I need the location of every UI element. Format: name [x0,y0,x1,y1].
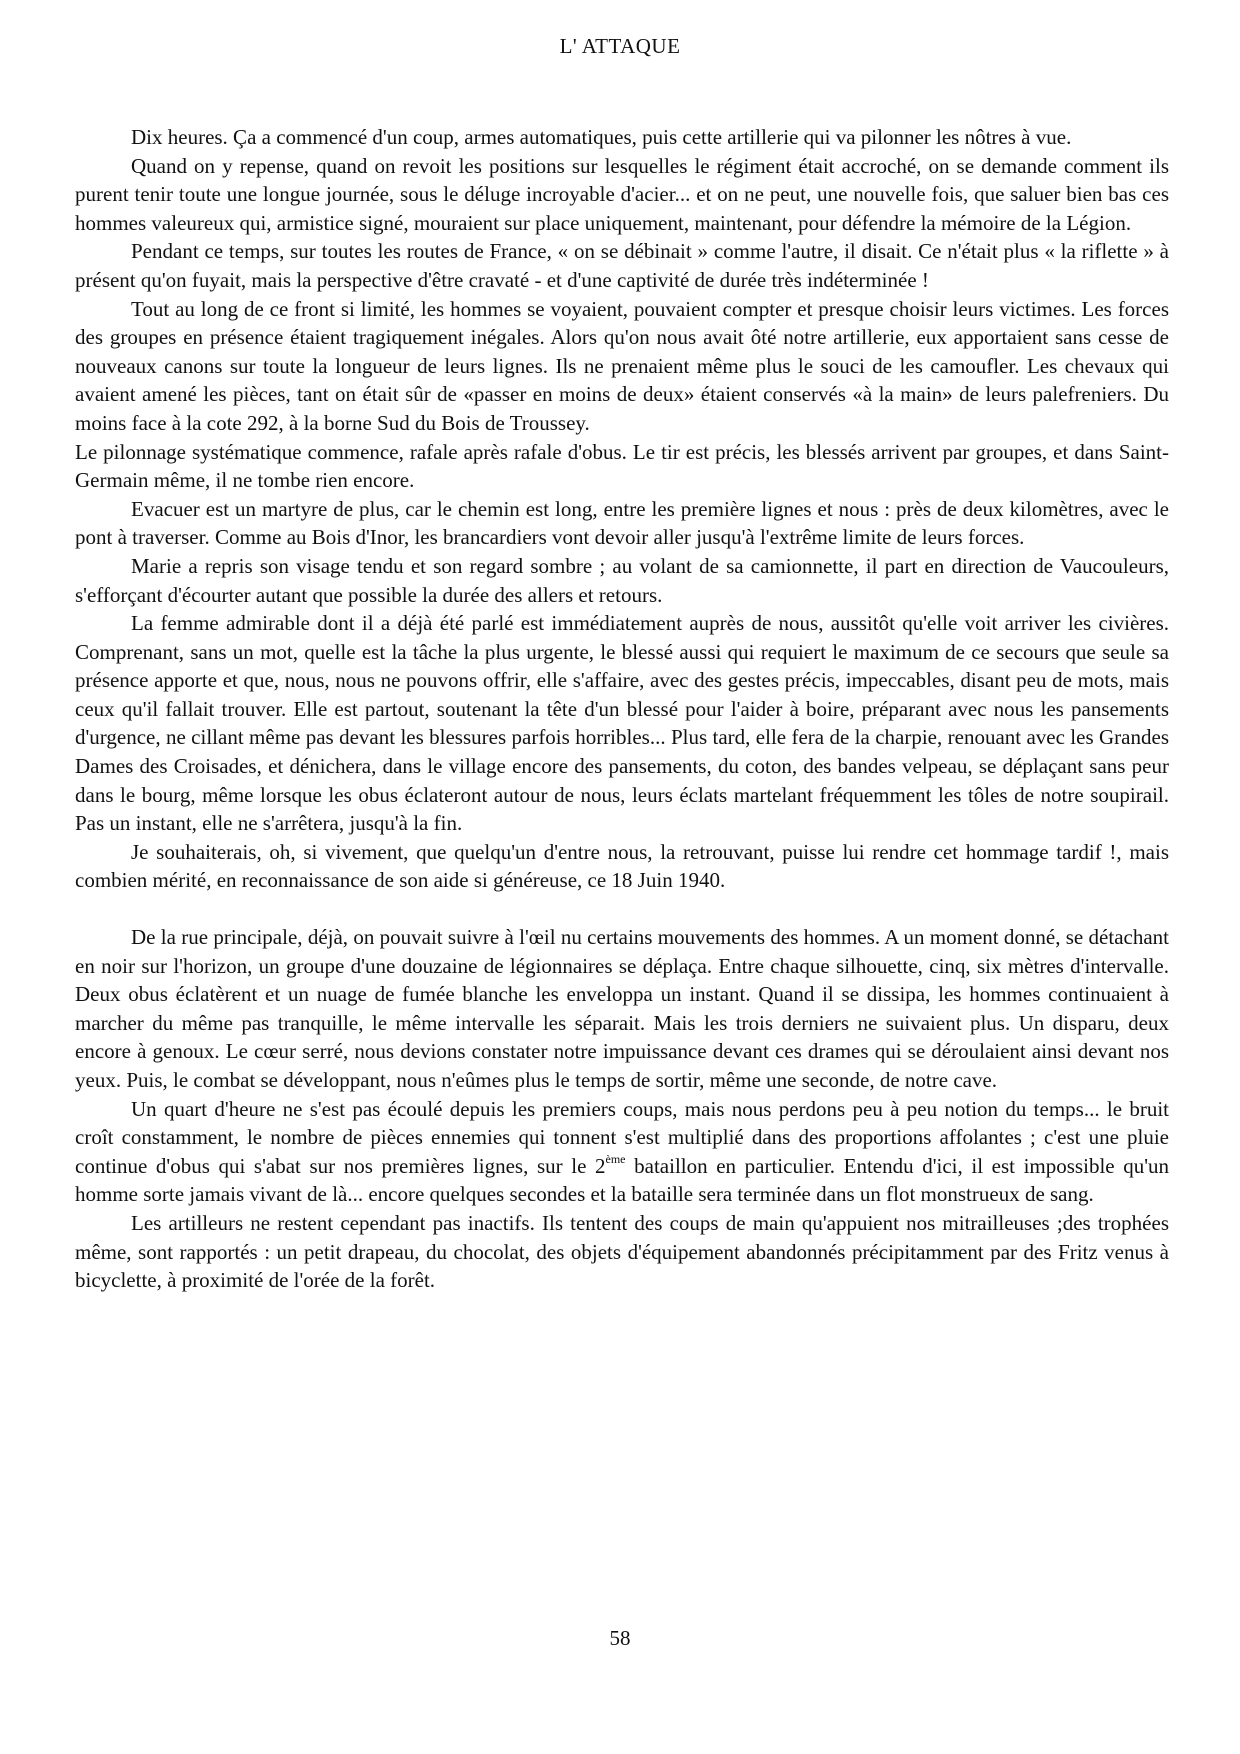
paragraph: Le pilonnage systématique commence, rafale après rafale d'obus. Le tir est précis, les blessés arrivent par groupes, et dans Saint-Germain même, il ne tombe rien encore. [75,439,1169,493]
paragraph: Tout au long de ce front si limité, les hommes se voyaient, pouvaient compter et presque choisir leurs victimes. Les forces des groupes en présence étaient tragiquement inégales. Alors qu'on nous avait ôté notre artillerie, eux apportaient sans cesse de nouveaux canons sur toute la longueur de leurs lignes. Ils ne prenaient même plus le souci de les camoufler. Les chevaux qui avaient amené les pièces, tant on était sûr de «passer en moins de deux» étaient conservés «à la main» de leurs palefreniers. Du moins face à la cote 292, à la borne Sud du Bois de Troussey. [75,296,1169,435]
paragraph: Evacuer est un martyre de plus, car le chemin est long, entre les première lignes et nous : près de deux kilomètres, avec le pont à traverser. Comme au Bois d'Inor, les brancardiers vont devoir aller jusqu'à l'extrême limite de leurs forces. [75,496,1169,550]
page-title: L' ATTAQUE [559,34,681,58]
superscript: ème [605,1151,626,1166]
paragraph: Je souhaiterais, oh, si vivement, que quelqu'un d'entre nous, la retrouvant, puisse lui rendre cet hommage tardif !, mais combien mérité, en reconnaissance de son aide si généreuse, ce 18 Juin 1940. [75,839,1169,893]
paragraph: Marie a repris son visage tendu et son regard sombre ; au volant de sa camionnette, il part en direction de Vaucouleurs, s'efforçant d'écourter autant que possible la durée des allers et retours. [75,553,1169,607]
paragraph: Dix heures. Ça a commencé d'un coup, armes automatiques, puis cette artillerie qui va pilonner les nôtres à vue. [131,125,1072,149]
paragraph: De la rue principale, déjà, on pouvait suivre à l'œil nu certains mouvements des hommes. A un moment donné, se détachant en noir sur l'horizon, un groupe d'une douzaine de légionnaires se déplaça. Entre chaque silhouette, cinq, six mètres d'intervalle. Deux obus éclatèrent et un nuage de fumée blanche les enveloppa un instant. Quand il se dissipa, les hommes continuaient à marcher du même pas tranquille, le même intervalle les séparait. Mais les trois derniers ne suivaient plus. Un disparu, deux encore à genoux. Le cœur serré, nous devions constater notre impuissance devant ces drames qui se déroulaient ainsi devant nos yeux. Puis, le combat se développant, nous n'eûmes plus le temps de sortir, même une seconde, de notre cave. [75,925,1169,1092]
paragraph: Quand on y repense, quand on revoit les positions sur lesquelles le régiment était accroché, on se demande comment ils purent tenir toute une longue journée, sous le déluge incroyable d'acier... et on ne peut, une nouvelle fois, que saluer bien bas ces hommes valeureux qui, armistice signé, mouraient sur place uniquement, maintenant, pour défendre la mémoire de la Légion. [75,153,1169,235]
paragraph: Les artilleurs ne restent cependant pas inactifs. Ils tentent des coups de main qu'appuient nos mitrailleuses ;des trophées même, sont rapportés : un petit drapeau, du chocolat, des objets d'équipement abandonnés précipitamment par des Fritz venus à bicyclette, à proximité de l'orée de la forêt. [75,1210,1169,1293]
paragraph-text: Un quart d'heure ne s'est pas écoulé depuis les premiers coups, mais nous perdons peu à peu notion du temps... le bruit croît constamment, le nombre de pièces ennemies qui tonnent s'est multiplié dans des proportions affolantes ; c'est une pluie continue d'obus qui s'abat sur nos premières lignes, sur le 2 [75,1096,1169,1178]
body-text [75,123,1169,1295]
page-number: 58 [609,1626,631,1650]
paragraph: Pendant ce temps, sur toutes les routes de France, « on se débinait » comme l'autre, il disait. Ce n'était plus « la riflette » à présent qu'on fuyait, mais la perspective d'être cravaté - et d'une captivité de durée très indéterminée ! [75,239,1169,292]
paragraph [75,1095,1169,1209]
paragraph-text: bataillon en particulier. Entendu d'ici, il est impossible qu'un homme sorte jamais vivant de là... encore quelques secondes et la bataille sera terminée dans un flot monstrueux de sang. [75,1153,1169,1207]
paragraph: La femme admirable dont il a déjà été parlé est immédiatement auprès de nous, aussitôt qu'elle voit arriver les civières. Comprenant, sans un mot, quelle est la tâche la plus urgente, le blessé aussi qui requiert le maximum de ce secours que seule sa présence apporte et que, nous, nous ne pouvons offrir, elle s'affaire, avec des gestes précis, impeccables, disant peu de mots, mais ceux qu'il fallait trouver. Elle est partout, soutenant la tête d'un blessé pour l'aider à boire, préparant avec nous les pansements d'urgence, ne cillant même pas devant les blessures parfois horribles... Plus tard, elle fera de la charpie, renouant avec les Grandes Dames des Croisades, et dénichera, dans le village encore des pansements, du coton, des bandes velpeau, se déplaçant sans peur dans le bourg, même lorsque les obus éclateront autour de nous, leurs éclats martelant fréquemment les tôles de notre soupirail. Pas un instant, elle ne s'arrêtera, jusqu'à la fin. [75,611,1169,836]
